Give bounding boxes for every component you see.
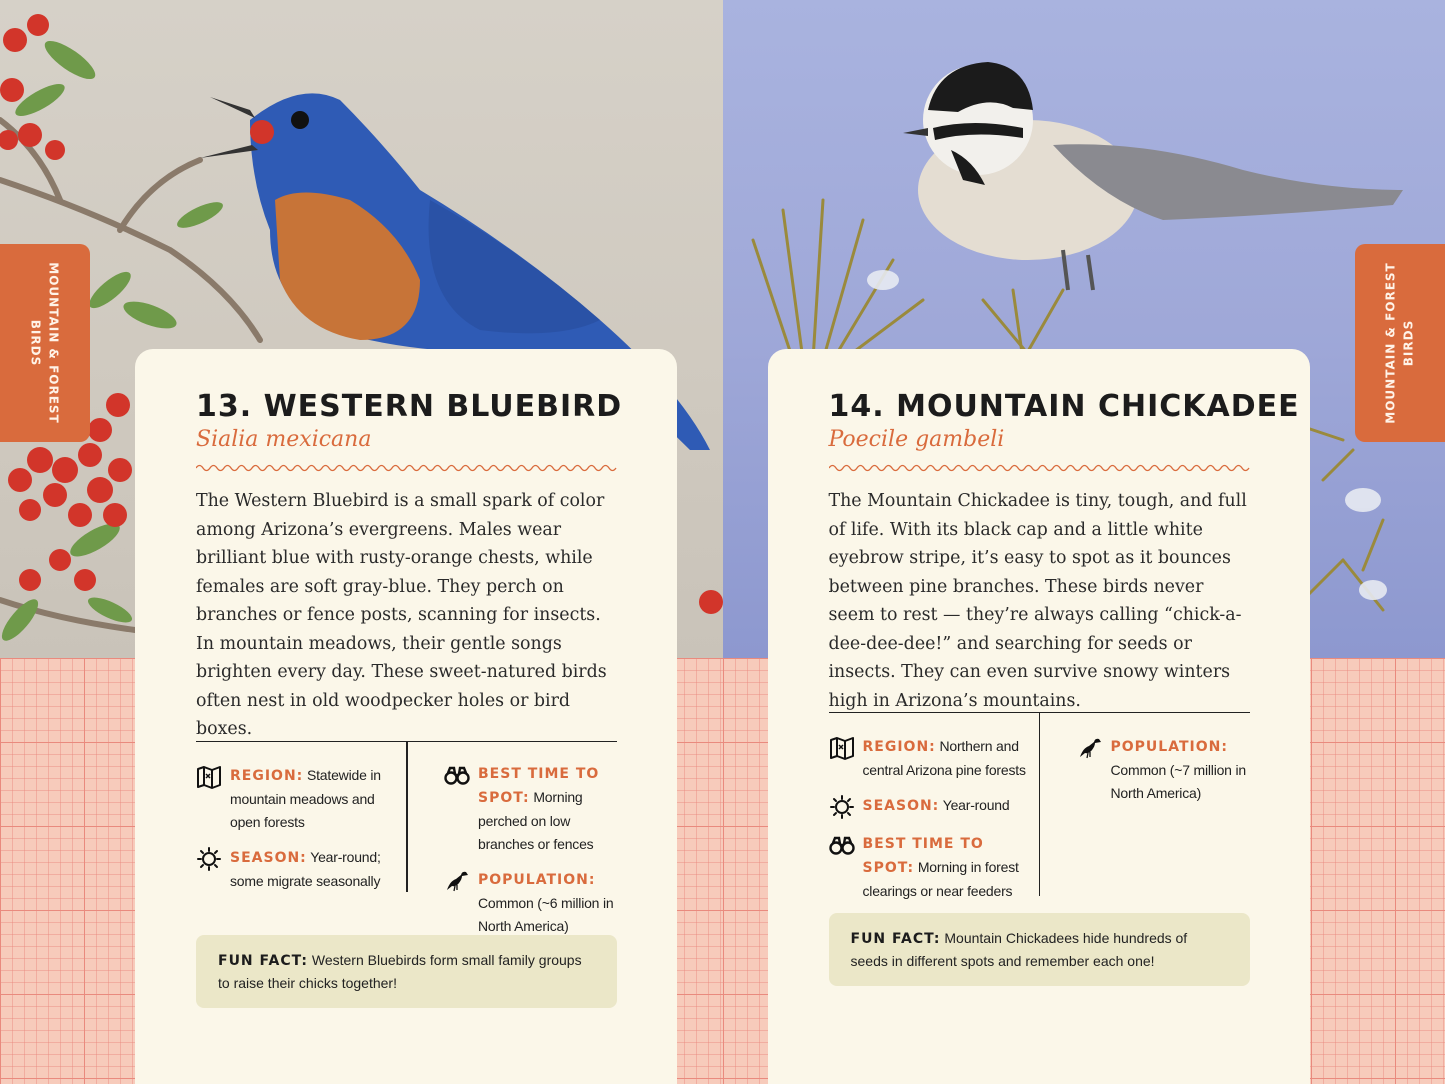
fun-fact-box [196,935,617,1008]
info-column-divider [1039,713,1041,896]
info-column-right [1077,735,1250,817]
info-column-divider [406,742,408,892]
best-time-label: BEST TIME TO SPOT: [478,766,600,806]
region-value: Northern and central Arizona pine forests [862,738,1026,778]
section-tab-line1: MOUNTAIN & FOREST [1384,262,1398,424]
species-description: The Mountain Chickadee is tiny, tough, and full of life. With its black cap and a little white eyebrow stripe, it’s easy to spot as it bounces between pine branches. These birds never seem to rest — they’re always calling “chick-a-dee-dee-dee!” and searching for seeds or insects. They can even survive snowy winters high in Arizona’s mountains. [828,491,1247,711]
best-time-value: Morning perched on low branches or fences [478,789,594,852]
section-tab-line1: MOUNTAIN & FOREST [47,262,61,424]
section-tab-line2: BIRDS [29,319,43,367]
species-title: 13. WESTERN BLUEBIRD [196,389,623,424]
best-time-label: BEST TIME TO SPOT: [862,836,984,876]
season-label: SEASON: [230,850,307,866]
population-value: Common (~7 million in North America) [1110,762,1246,801]
region-label: REGION: [862,739,936,755]
fact-region [829,735,1029,782]
fun-fact-label: FUN FACT: [218,953,308,969]
fun-fact-label: FUN FACT: [850,931,941,947]
map-icon [829,735,855,761]
species-description: The Western Bluebird is a small spark of color among Arizona’s evergreens. Males wear brilliant blue with rusty-orange chests, while females are soft gray-blue. They perch on branches or fence posts, scanning for insects. In mountain meadows, their gentle songs brighten every day. These sweet-natured birds often nest in old woodpecker holes or bird boxes. [196,491,607,740]
scientific-name: Sialia mexicana [196,427,372,452]
species-card-western-bluebird [135,349,677,1084]
sun-icon [829,794,855,820]
fact-population [444,868,617,938]
section-tab[interactable] [0,244,90,442]
fact-region [196,764,396,834]
region-label: REGION: [230,768,304,784]
sun-icon [196,846,222,872]
wavy-divider [829,463,1250,473]
right-page [723,0,1445,1084]
section-tab[interactable] [1355,244,1445,442]
fact-population [1077,735,1250,805]
info-panel [196,741,617,934]
binoculars-icon [829,832,855,858]
map-icon [196,764,222,790]
fact-season [196,846,396,893]
info-panel [829,712,1250,899]
binoculars-icon [444,762,470,788]
fun-fact-text: Mountain Chickadees hide hundreds of seeds in different spots and remember each one! [850,930,1188,969]
fact-best-time [829,832,1029,903]
population-label: POPULATION: [478,872,596,888]
section-tab-line2: BIRDS [1402,319,1416,367]
info-column-left [829,735,1029,915]
fun-fact-box [829,913,1250,986]
scientific-name: Poecile gambeli [828,427,1005,452]
population-label: POPULATION: [1110,739,1228,755]
species-card-mountain-chickadee [768,349,1310,1084]
region-value: Statewide in mountain meadows and open forests [230,767,381,830]
fact-best-time [444,762,617,856]
population-value: Common (~6 million in North America) [478,895,614,934]
species-title: 14. MOUNTAIN CHICKADEE [828,389,1300,424]
fact-season [829,794,1029,820]
bird-icon [1077,735,1103,761]
fun-fact-text: Western Bluebirds form small family groups to raise their chicks together! [218,952,582,991]
bird-icon [444,868,470,894]
season-label: SEASON: [862,798,940,814]
wavy-divider [196,463,617,473]
best-time-value: Morning in forest clearings or near feeders [862,859,1019,899]
info-column-right [444,762,617,950]
info-column-left [196,764,396,905]
season-value: Year-round; some migrate seasonally [230,849,381,889]
season-value: Year-round [942,797,1010,813]
